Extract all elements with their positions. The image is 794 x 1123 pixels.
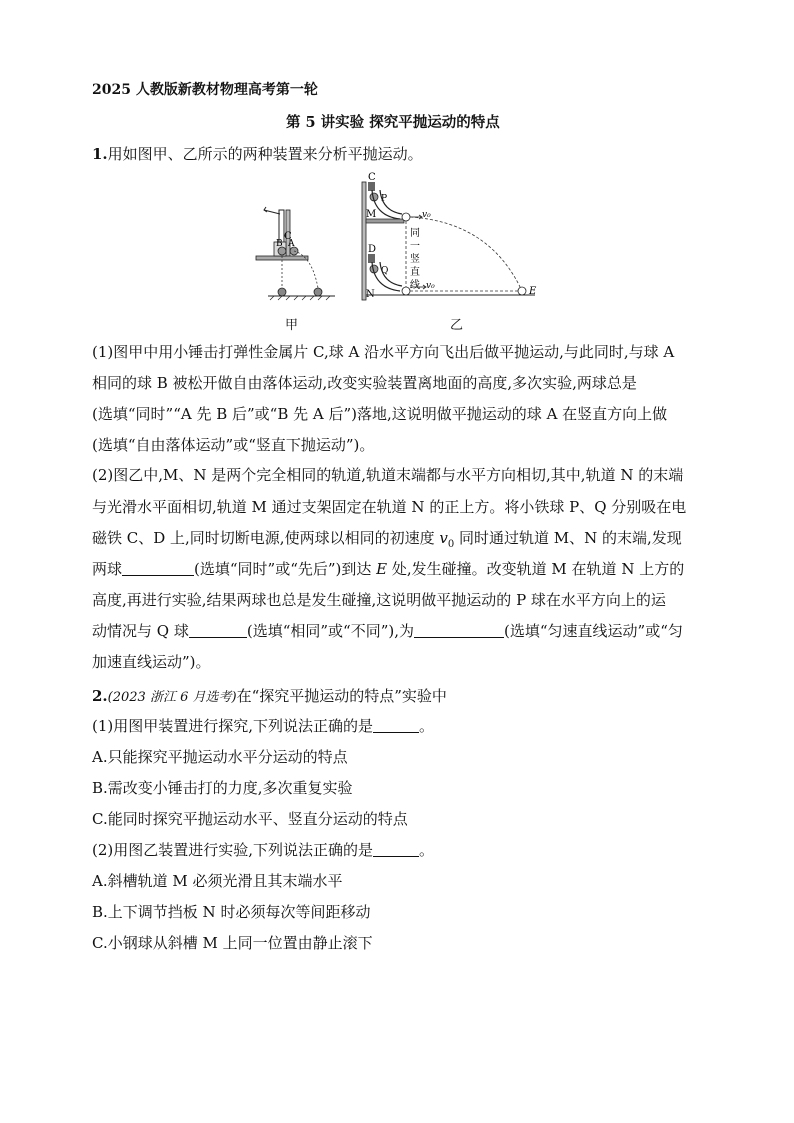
yi-label-q: Q: [381, 266, 389, 276]
q2-sub2-text: (2)用图乙装置进行实验,下列说法正确的是: [92, 841, 374, 859]
q1-part2-line1: (2)图乙中,M、N 是两个完全相同的轨道,轨道末端都与水平方向相切,其中,轨道 N 的末端: [92, 466, 684, 484]
yi-label-xian: 线: [410, 280, 420, 291]
yi-label-m: M: [366, 209, 377, 220]
answer-blank-5[interactable]: [373, 842, 419, 857]
yi-label-v0-upper: v₀: [422, 210, 431, 220]
yi-label-p: P: [381, 194, 388, 204]
q1-part1-line2: 相同的球 B 被松开做自由落体运动,改变实验装置离地面的高度,多次实验,两球总是: [92, 374, 637, 392]
q1-part2-line6-c: (选填“匀速直线运动”或“匀: [504, 622, 683, 640]
v0-symbol: v: [439, 529, 448, 547]
q2-sub2-option-a: A.斜槽轨道 M 必须光滑且其末端水平: [92, 872, 343, 890]
v0-subscript: 0: [447, 539, 455, 550]
q2-source: (2023 浙江 6 月选考): [107, 690, 237, 705]
yi-label-e: E: [529, 286, 537, 297]
q1-part1-line3: (选填“同时”“A 先 B 后”或“B 先 A 后”)落地,这说明做平抛运动的球 A 在竖直方向上做: [92, 405, 668, 423]
yi-label-v0-lower: v₀: [426, 281, 435, 291]
q1-stem-text: 用如图甲、乙所示的两种装置来分析平抛运动。: [107, 145, 423, 163]
q2-number: 2.: [92, 687, 108, 705]
q2-sub2-end: 。: [419, 841, 435, 859]
q1-part2-line6-b: (选填“相同”或“不同”),为: [246, 622, 414, 640]
q1-stem: [92, 144, 423, 164]
yi-label-n: N: [366, 289, 375, 300]
q1-part2-line4-a: 两球: [92, 560, 123, 578]
figure-caption-jia: 甲: [285, 318, 299, 333]
q2-sub1-option-b: B.需改变小锤击打的力度,多次重复实验: [92, 779, 353, 797]
figure-jia: [256, 207, 335, 300]
document-header: 2025 人教版新教材物理高考第一轮: [92, 82, 318, 98]
q2-stem-text: 在“探究平抛运动的特点”实验中: [236, 687, 447, 705]
yi-label-c: C: [368, 172, 376, 183]
experiment-figure: [250, 170, 550, 335]
yi-label-tong: 同: [410, 228, 420, 239]
q1-part2-line4-c: 处,发生碰撞。改变轨道 M 在轨道 N 上方的: [387, 560, 685, 578]
jia-label-b: B: [276, 239, 283, 249]
q2-sub1-option-a: A.只能探究平抛运动水平分运动的特点: [92, 748, 348, 766]
q1-part2-line3-b: 同时通过轨道 M、N 的末端,发现: [454, 529, 682, 547]
q1-part2-line6-a: 动情况与 Q 球: [92, 622, 189, 640]
q1-part2-line6: [92, 621, 683, 641]
q1-part1-line1: (1)图甲中用小锤击打弹性金属片 C,球 A 沿水平方向飞出后做平抛运动,与此同时,与球 A: [92, 343, 675, 361]
jia-label-a: A: [288, 239, 295, 249]
q1-part2-line5: 高度,再进行实验,结果两球也总是发生碰撞,这说明做平抛运动的 P 球在水平方向上的运: [92, 591, 666, 609]
q2-sub2: [92, 840, 434, 860]
point-e: E: [376, 560, 388, 578]
q1-part2-line2: 与光滑水平面相切,轨道 M 通过支架固定在轨道 N 的正上方。将小铁球 P、Q 分别吸在电: [92, 498, 687, 516]
figure-caption-yi: 乙: [450, 318, 464, 333]
yi-label-shu: 竖: [410, 254, 420, 265]
figure-yi: [362, 172, 537, 300]
q1-part2-line4-b: (选填“同时”或“先后”)到达: [194, 560, 377, 578]
q2-sub1-end: 。: [419, 717, 435, 735]
answer-blank-4[interactable]: [373, 718, 419, 733]
q1-part2-line3: [92, 528, 682, 555]
q1-part2-line4: [92, 559, 684, 579]
answer-blank-1[interactable]: [122, 561, 194, 576]
q2-sub2-option-c: C.小钢球从斜槽 M 上同一位置由静止滚下: [92, 934, 373, 952]
q1-number: 1.: [92, 145, 108, 163]
yi-label-zhi: 直: [410, 267, 420, 278]
yi-label-yi: 一: [410, 241, 420, 252]
q1-part2-line7: 加速直线运动”)。: [92, 653, 211, 671]
q1-part1-line4: (选填“自由落体运动”或“竖直下抛运动”)。: [92, 436, 375, 454]
answer-blank-3[interactable]: [414, 623, 504, 638]
q2-sub1-option-c: C.能同时探究平抛运动水平、竖直分运动的特点: [92, 810, 408, 828]
q2-sub1-text: (1)用图甲装置进行探究,下列说法正确的是: [92, 717, 374, 735]
answer-blank-2[interactable]: [189, 623, 247, 638]
q2-sub1: [92, 716, 434, 736]
q2-sub2-option-b: B.上下调节挡板 N 时必须每次等间距移动: [92, 903, 371, 921]
jia-label-c: C: [284, 231, 292, 242]
q1-part2-line3-a: 磁铁 C、D 上,同时切断电源,使两球以相同的初速度: [92, 529, 440, 547]
yi-label-d: D: [368, 244, 377, 255]
q2-stem: [92, 686, 447, 708]
section-title: 第 5 讲实验 探究平抛运动的特点: [286, 114, 500, 131]
